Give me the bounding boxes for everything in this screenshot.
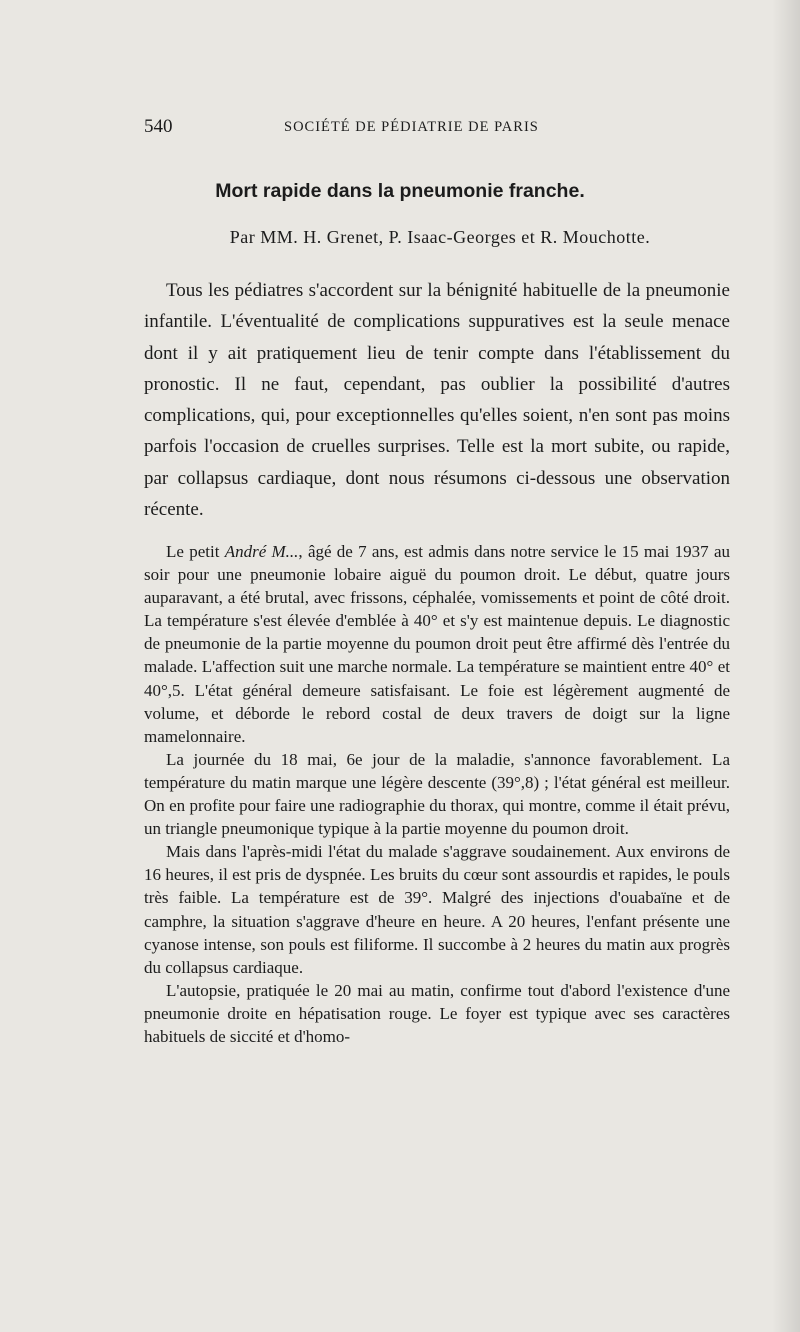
article-authors: Par MM. H. Grenet, P. Isaac-Georges et R. Mouchotte. (229, 227, 651, 247)
journal-title: SOCIÉTÉ DE PÉDIATRIE DE PARIS (284, 119, 539, 135)
article-title: Mort rapide dans la pneumonie franche. (215, 180, 585, 202)
observation-paragraph: Mais dans l'après-midi l'état du malade s'aggrave soudainement. Aux environs de 16 heures, il est pris de dyspnée. Les bruits du cœur sont assourdis et rapides, le pouls très faible. La température est de 39°. Malgré des injections d'ouabaïne et de camphre, la situation s'aggrave d'heure en heure. A 20 heures, l'enfant présente une cyanose intense, son pouls est filiforme. Il succombe à 2 heures du matin aux progrès du collapsus cardiaque. (144, 842, 730, 977)
observation-section (144, 540, 730, 1048)
intro-paragraph: Tous les pédiatres s'accordent sur la bénignité habituelle de la pneumonie infantile. L'éventualité de complications suppuratives est la seule menace dont il y ait pratiquement lieu de tenir compte dans l'établissement du pronostic. Il ne faut, cependant, pas oublier la possibilité d'autres complications, qui, pour exceptionnelles qu'elles soient, n'en sont pas moins parfois l'occasion de cruelles surprises. Telle est la mort subite, ou rapide, par collapsus cardiaque, dont nous résumons ci-dessous une observation récente. (144, 280, 730, 521)
observation-text: , âgé de 7 ans, est admis dans notre service le 15 mai 1937 au soir pour une pneumonie lobaire aiguë du poumon droit. Le début, quatre jours auparavant, a été brutal, avec frissons, céphalée, vomissements et point de côté droit. La température s'est élevée d'emblée à 40° et s'y est maintenue depuis. Le diagnostic de pneumonie de la partie moyenne du poumon droit peut être affirmé dès l'entrée du malade. L'affection suit une marche normale. La température se maintient entre 40° et 40°,5. L'état général demeure satisfaisant. Le foie est légèrement augmenté de volume, et déborde le rebord costal de deux travers de doigt sur la ligne mamelonnaire. (144, 542, 730, 746)
intro-section (144, 275, 730, 525)
page-number: 540 (144, 116, 173, 137)
observation-paragraph (144, 540, 730, 748)
observation-lead: Le petit (166, 542, 225, 561)
patient-name: André M... (224, 542, 299, 561)
observation-paragraph: La journée du 18 mai, 6e jour de la maladie, s'annonce favorablement. La température du matin marque une légère descente (39°,8) ; l'état général est meilleur. On en profite pour faire une radiographie du thorax, qui montre, comme il était prévu, un triangle pneumonique typique à la partie moyenne du poumon droit. (144, 749, 730, 839)
running-head (144, 116, 730, 142)
observation-paragraph: L'autopsie, pratiquée le 20 mai au matin, confirme tout d'abord l'existence d'une pneumonie droite en hépatisation rouge. Le foyer est typique avec ses caractères habituels de siccité et d'homo- (144, 980, 730, 1046)
